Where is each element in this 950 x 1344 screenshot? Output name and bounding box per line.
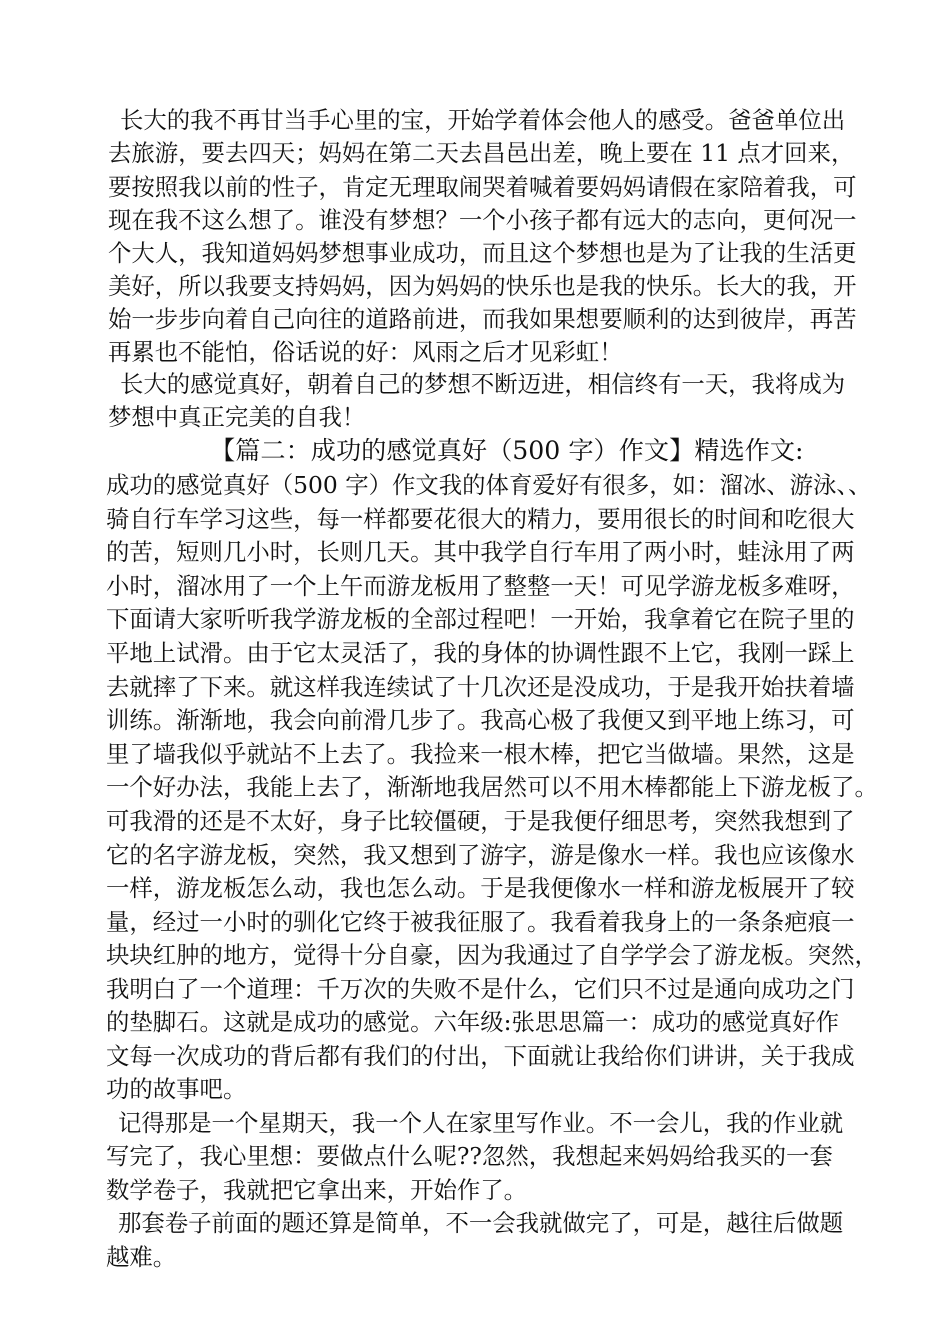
text-line: 它的名字游龙板，突然，我又想到了游字，游是像水一样。我也应该像水 [106,841,855,869]
text-line: 块块红肿的地方，觉得十分自豪，因为我通过了自学学会了游龙板。突然， [106,941,878,969]
text-line: 一个好办法，我能上去了，渐渐地我居然可以不用木棒都能上下游龙板了。 [106,773,878,801]
text-line: 里了墙我似乎就站不上去了。我捡来一根木棒，把它当做墙。果然，这是 [106,740,855,768]
text-line: 文每一次成功的背后都有我们的付出，下面就让我给你们讲讲，关于我成 [106,1042,855,1070]
text-line: 始一步步向着自己向往的道路前进，而我如果想要顺利的达到彼岸，再苦 [108,305,857,333]
text-line: 数学卷子，我就把它拿出来，开始作了。 [106,1176,528,1204]
text-line: 长大的我不再甘当手心里的宝，开始学着体会他人的感受。爸爸单位出 [120,106,846,134]
text-line: 长大的感觉真好，朝着自己的梦想不断迈进，相信终有一天，我将成为 [120,370,846,398]
text-line: 的苦，短则几小时，长则几天。其中我学自行车用了两小时，蛙泳用了两 [106,538,855,566]
text-line: 去旅游，要去四天；妈妈在第二天去昌邑出差，晚上要在 11 点才回来， [108,139,855,167]
text-line: 美好，所以我要支持妈妈，因为妈妈的快乐也是我的快乐。长大的我，开 [108,272,857,300]
text-line: 个大人，我知道妈妈梦想事业成功，而且这个梦想也是为了让我的生活更 [108,239,857,267]
text-line: 梦想中真正完美的自我！ [108,403,366,431]
text-line: 越难。 [106,1243,177,1271]
text-line: 再累也不能怕，俗话说的好：风雨之后才见彩虹！ [108,338,623,366]
section-heading: 【篇二：成功的感觉真好（500 字）作文】精选作文: [210,436,804,465]
text-line: 下面请大家听听我学游龙板的全部过程吧！一开始，我拿着它在院子里的 [106,605,855,633]
text-line: 的垫脚石。这就是成功的感觉。六年级:张思思篇一：成功的感觉真好作 [106,1008,839,1036]
text-line: 一样，游龙板怎么动，我也怎么动。于是我便像水一样和游龙板展开了较 [106,874,855,902]
text-line: 量，经过一小时的驯化它终于被我征服了。我看着我身上的一条条疤痕一 [106,908,855,936]
text-line: 训练。渐渐地，我会向前滑几步了。我高心极了我便又到平地上练习，可 [106,706,855,734]
text-line: 要按照我以前的性子，肯定无理取闹哭着喊着要妈妈请假在家陪着我，可 [108,173,857,201]
text-line: 骑自行车学习这些，每一样都要花很大的精力，要用很长的时间和吃很大 [106,505,855,533]
text-line: 平地上试滑。由于它太灵活了，我的身体的协调性跟不上它，我刚一踩上 [106,639,855,667]
text-line: 可我滑的还是不太好，身子比较僵硬，于是我便仔细思考，突然我想到了 [106,807,855,835]
text-line: 现在我不这么想了。谁没有梦想？一个小孩子都有远大的志向，更何况一 [108,206,857,234]
text-line: 成功的感觉真好（500 字）作文我的体育爱好有很多，如：溜冰、游泳、、 [106,471,872,499]
text-line: 那套卷子前面的题还算是简单，不一会我就做完了，可是，越往后做题 [118,1209,844,1237]
text-line: 功的故事吧。 [106,1075,247,1103]
text-line: 写完了，我心里想：要做点什么呢??忽然，我想起来妈妈给我买的一套 [106,1142,833,1170]
text-line: 我明白了一个道理：千万次的失败不是什么，它们只不过是通向成功之门 [106,975,855,1003]
text-line: 小时，溜冰用了一个上午而游龙板用了整整一天！可见学游龙板多难呀， [106,572,855,600]
text-line: 记得那是一个星期天，我一个人在家里写作业。不一会儿，我的作业就 [118,1109,844,1137]
text-line: 去就摔了下来。就这样我连续试了十几次还是没成功，于是我开始扶着墙 [106,673,855,701]
